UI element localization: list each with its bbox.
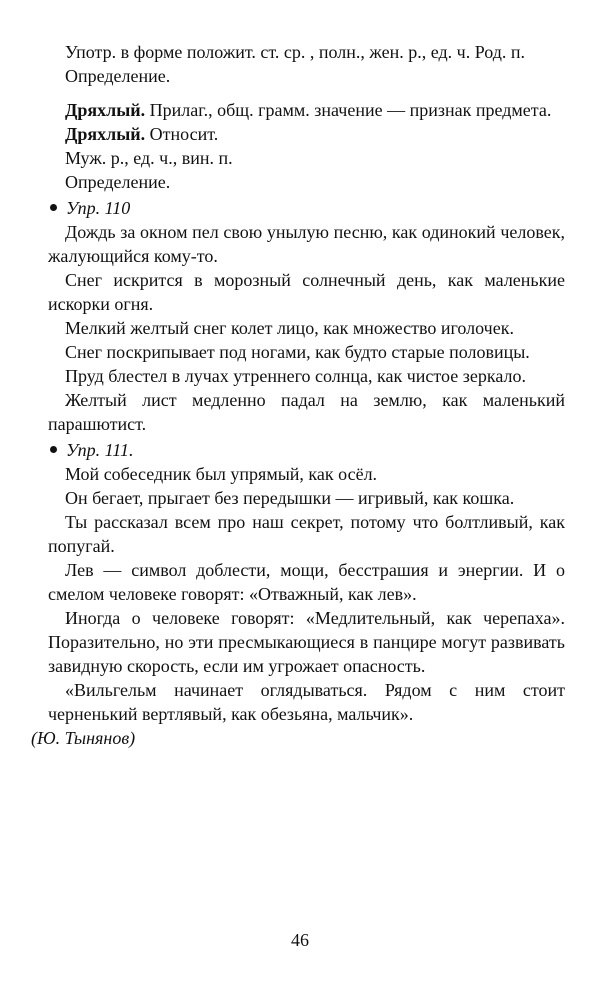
sentence: Иногда о человеке говорят: «Медлительный, как черепаха». Поразительно, но эти пресмыкающиеся в панцире могут развивать завидную скорость, если им угрожает опасность. (48, 608, 565, 676)
quote-author: (Ю. Тынянов) (31, 728, 136, 748)
quote-text: «Вильгельм начинает оглядываться. Рядом с ним стоит черненький вертлявый, как обезьяна, мальчик». (48, 680, 565, 724)
document-page (31, 40, 565, 750)
sentence: Лев — символ доблести, мощи, бесстрашия и энергии. И о смелом человеке говорят: «Отважный, как лев». (48, 560, 565, 604)
exercise-heading (48, 438, 565, 462)
term: Дряхлый. (65, 124, 146, 144)
paragraph: Определение. (65, 172, 171, 192)
sentence: Пруд блестел в лучах утреннего солнца, как чистое зеркало. (65, 366, 526, 386)
exercise-number: Упр. 110 (66, 198, 131, 218)
exercise-heading (48, 196, 565, 220)
bullet-icon (50, 446, 57, 453)
term: Дряхлый. (65, 100, 146, 120)
sentence: Ты рассказал всем про наш секрет, потому что болтливый, как попугай. (48, 512, 565, 556)
sentence: Дождь за окном пел свою унылую песню, как одинокий человек, жалующийся кому-то. (48, 222, 565, 266)
sentence: Снег искрится в морозный солнечный день, как маленькие искорки огня. (48, 270, 565, 314)
exercise-number: Упр. 111. (66, 440, 134, 460)
paragraph: Употр. в форме положит. ст. ср. , полн., жен. р., ед. ч. Род. п. (65, 42, 526, 62)
sentence: Снег поскрипывает под ногами, как будто старые половицы. (65, 342, 530, 362)
term-description: Прилаг., общ. грамм. значение — признак предмета. (145, 100, 552, 120)
sentence: Мелкий желтый снег колет лицо, как множество иголочек. (65, 318, 514, 338)
paragraph (48, 98, 565, 122)
sentence: Желтый лист медленно падал на землю, как маленький парашютист. (48, 390, 565, 434)
term-description: Относит. (145, 124, 219, 144)
paragraph (48, 122, 565, 146)
bullet-icon (50, 204, 57, 211)
page-number: 46 (291, 930, 309, 950)
paragraph: Муж. р., ед. ч., вин. п. (65, 148, 233, 168)
sentence: Мой собеседник был упрямый, как осёл. (65, 464, 378, 484)
quote (31, 678, 565, 750)
paragraph: Определение. (65, 66, 171, 86)
sentence: Он бегает, прыгает без передышки — игривый, как кошка. (65, 488, 515, 508)
